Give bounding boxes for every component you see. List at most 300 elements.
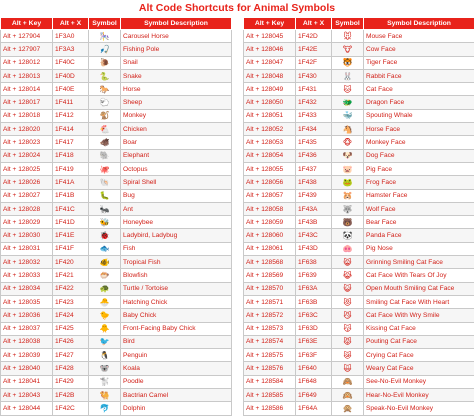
- right-table-body: [244, 30, 474, 416]
- hex-code-cell: 1F439: [296, 189, 332, 202]
- hex-code-cell: 1F649: [296, 389, 332, 402]
- header-description: Symbol Description: [364, 18, 474, 30]
- spouting-whale-icon: 🐳: [332, 109, 364, 122]
- symbol-description-cell: Monkey Face: [364, 136, 474, 149]
- cow-face-icon: 🐮: [332, 43, 364, 56]
- table-row: [1, 295, 232, 308]
- alt-code-cell: Alt + 128054: [244, 149, 296, 162]
- alt-code-cell: Alt + 128033: [1, 269, 53, 282]
- symbol-description-cell: Weary Cat Face: [364, 362, 474, 375]
- alt-code-cell: Alt + 128023: [1, 136, 53, 149]
- header-alt-key: Alt + Key: [244, 18, 296, 30]
- table-row: [1, 322, 232, 335]
- symbol-description-cell: Pouting Cat Face: [364, 335, 474, 348]
- hex-code-cell: 1F432: [296, 96, 332, 109]
- symbol-description-cell: Tiger Face: [364, 56, 474, 69]
- page-title: Alt Code Shortcuts for Animal Symbols: [0, 0, 474, 16]
- symbol-description-cell: Bactrian Camel: [121, 389, 232, 402]
- symbol-description-cell: Cat Face With Wry Smile: [364, 309, 474, 322]
- hex-code-cell: 1F412: [53, 109, 89, 122]
- symbol-description-cell: Monkey: [121, 109, 232, 122]
- hex-code-cell: 1F639: [296, 269, 332, 282]
- hex-code-cell: 1F42C: [53, 402, 89, 415]
- hex-code-cell: 1F3A3: [53, 43, 89, 56]
- table-row: [244, 322, 474, 335]
- symbol-description-cell: Cat Face With Tears Of Joy: [364, 269, 474, 282]
- symbol-description-cell: Snake: [121, 69, 232, 82]
- table-row: [244, 229, 474, 242]
- alt-code-cell: Alt + 128049: [244, 83, 296, 96]
- table-row: [1, 109, 232, 122]
- symbol-description-cell: Kissing Cat Face: [364, 322, 474, 335]
- alt-code-cell: Alt + 128051: [244, 109, 296, 122]
- hex-code-cell: 1F3A0: [53, 30, 89, 43]
- hex-code-cell: 1F419: [53, 162, 89, 175]
- ladybird-icon: 🐞: [89, 229, 121, 242]
- symbol-description-cell: Mouse Face: [364, 30, 474, 43]
- monkey-face-icon: 🐵: [332, 136, 364, 149]
- dragon-face-icon: 🐲: [332, 96, 364, 109]
- hex-code-cell: 1F430: [296, 69, 332, 82]
- table-row: [244, 335, 474, 348]
- symbol-description-cell: Fishing Pole: [121, 43, 232, 56]
- symbol-description-cell: Baby Chick: [121, 309, 232, 322]
- chicken-icon: 🐔: [89, 123, 121, 136]
- alt-code-cell: Alt + 128570: [244, 282, 296, 295]
- hex-code-cell: 1F41C: [53, 202, 89, 215]
- table-row: [1, 402, 232, 415]
- symbol-description-cell: Dolphin: [121, 402, 232, 415]
- hex-code-cell: 1F63A: [296, 282, 332, 295]
- table-row: [244, 389, 474, 402]
- symbol-description-cell: Open Mouth Smiling Cat Face: [364, 282, 474, 295]
- symbol-description-cell: Pig Face: [364, 162, 474, 175]
- alt-code-cell: Alt + 128031: [1, 242, 53, 255]
- panda-face-icon: 🐼: [332, 229, 364, 242]
- table-row: [1, 389, 232, 402]
- alt-code-cell: Alt + 128052: [244, 123, 296, 136]
- hex-code-cell: 1F41F: [53, 242, 89, 255]
- table-row: [244, 162, 474, 175]
- hex-code-cell: 1F414: [53, 123, 89, 136]
- symbol-description-cell: Snail: [121, 56, 232, 69]
- table-row: [244, 149, 474, 162]
- table-row: [244, 402, 474, 415]
- pouting-cat-face-icon: 😾: [332, 335, 364, 348]
- fishing-pole-icon: 🎣: [89, 43, 121, 56]
- hex-code-cell: 1F427: [53, 349, 89, 362]
- snail-icon: 🐌: [89, 56, 121, 69]
- table-row: [244, 269, 474, 282]
- alt-code-cell: Alt + 128048: [244, 69, 296, 82]
- header-alt-x: Alt + X: [53, 18, 89, 30]
- alt-code-cell: Alt + 128574: [244, 335, 296, 348]
- table-row: [244, 136, 474, 149]
- symbol-description-cell: Tropical Fish: [121, 256, 232, 269]
- symbol-description-cell: Crying Cat Face: [364, 349, 474, 362]
- table-row: [244, 69, 474, 82]
- poodle-icon: 🐩: [89, 375, 121, 388]
- symbol-description-cell: Dragon Face: [364, 96, 474, 109]
- penguin-icon: 🐧: [89, 349, 121, 362]
- table-row: [244, 83, 474, 96]
- table-row: [244, 309, 474, 322]
- alt-code-cell: Alt + 128586: [244, 402, 296, 415]
- open-mouth-cat-face-icon: 😺: [332, 282, 364, 295]
- symbol-description-cell: Hear-No-Evil Monkey: [364, 389, 474, 402]
- table-row: [1, 216, 232, 229]
- symbol-description-cell: Blowfish: [121, 269, 232, 282]
- symbol-description-cell: Bug: [121, 189, 232, 202]
- alt-code-cell: Alt + 128024: [1, 149, 53, 162]
- mouse-face-icon: 🐭: [332, 30, 364, 43]
- alt-code-cell: Alt + 128018: [1, 109, 53, 122]
- hex-code-cell: 1F43D: [296, 242, 332, 255]
- hex-code-cell: 1F42F: [296, 56, 332, 69]
- alt-code-cell: Alt + 128571: [244, 295, 296, 308]
- hex-code-cell: 1F411: [53, 96, 89, 109]
- wry-smile-cat-face-icon: 😼: [332, 309, 364, 322]
- symbol-description-cell: Sheep: [121, 96, 232, 109]
- symbol-description-cell: Koala: [121, 362, 232, 375]
- symbol-description-cell: Horse: [121, 83, 232, 96]
- front-facing-baby-chick-icon: 🐥: [89, 322, 121, 335]
- hex-code-cell: 1F41B: [53, 189, 89, 202]
- alt-code-cell: Alt + 128575: [244, 349, 296, 362]
- symbol-description-cell: See-No-Evil Monkey: [364, 375, 474, 388]
- table-row: [1, 269, 232, 282]
- hex-code-cell: 1F437: [296, 162, 332, 175]
- header-description: Symbol Description: [121, 18, 232, 30]
- symbol-description-cell: Elephant: [121, 149, 232, 162]
- table-row: [244, 362, 474, 375]
- cat-face-icon: 🐱: [332, 83, 364, 96]
- blowfish-icon: 🐡: [89, 269, 121, 282]
- symbol-description-cell: Chicken: [121, 123, 232, 136]
- crying-cat-face-icon: 😿: [332, 349, 364, 362]
- symbol-description-cell: Bear Face: [364, 216, 474, 229]
- tiger-face-icon: 🐯: [332, 56, 364, 69]
- alt-code-cell: Alt + 128041: [1, 375, 53, 388]
- symbol-description-cell: Cow Face: [364, 43, 474, 56]
- left-table-body: [1, 30, 232, 416]
- table-row: [1, 189, 232, 202]
- horse-face-icon: 🐴: [332, 123, 364, 136]
- table-header-row: [244, 18, 474, 30]
- symbol-description-cell: Spouting Whale: [364, 109, 474, 122]
- alt-code-cell: Alt + 128038: [1, 335, 53, 348]
- hex-code-cell: 1F422: [53, 282, 89, 295]
- cat-tears-of-joy-icon: 😹: [332, 269, 364, 282]
- symbol-description-cell: Honeybee: [121, 216, 232, 229]
- sheep-icon: 🐑: [89, 96, 121, 109]
- symbol-description-cell: Turtle / Tortoise: [121, 282, 232, 295]
- speak-no-evil-monkey-icon: 🙊: [332, 402, 364, 415]
- carousel-horse-icon: 🎠: [89, 30, 121, 43]
- table-row: [1, 56, 232, 69]
- bird-icon: 🐦: [89, 335, 121, 348]
- symbol-description-cell: Dog Face: [364, 149, 474, 162]
- hex-code-cell: 1F63F: [296, 349, 332, 362]
- symbol-description-cell: Ladybird, Ladybug: [121, 229, 232, 242]
- symbol-description-cell: Carousel Horse: [121, 30, 232, 43]
- alt-code-cell: Alt + 128055: [244, 162, 296, 175]
- hex-code-cell: 1F40C: [53, 56, 89, 69]
- table-header-row: [1, 18, 232, 30]
- table-row: [244, 43, 474, 56]
- right-symbol-table: [243, 17, 474, 416]
- symbol-description-cell: Smiling Cat Face With Heart: [364, 295, 474, 308]
- snake-icon: 🐍: [89, 69, 121, 82]
- hex-code-cell: 1F434: [296, 123, 332, 136]
- table-row: [1, 349, 232, 362]
- alt-code-cell: Alt + 128047: [244, 56, 296, 69]
- alt-code-cell: Alt + 128043: [1, 389, 53, 402]
- table-row: [1, 335, 232, 348]
- hex-code-cell: 1F425: [53, 322, 89, 335]
- alt-code-cell: Alt + 128029: [1, 216, 53, 229]
- hex-code-cell: 1F43A: [296, 202, 332, 215]
- table-row: [244, 56, 474, 69]
- symbol-description-cell: Boar: [121, 136, 232, 149]
- symbol-description-cell: Spiral Shell: [121, 176, 232, 189]
- header-alt-key: Alt + Key: [1, 18, 53, 30]
- hex-code-cell: 1F41E: [53, 229, 89, 242]
- hex-code-cell: 1F417: [53, 136, 89, 149]
- symbol-description-cell: Hamster Face: [364, 189, 474, 202]
- header-symbol: Symbol: [332, 18, 364, 30]
- table-row: [1, 176, 232, 189]
- table-row: [1, 162, 232, 175]
- alt-code-cell: Alt + 128014: [1, 83, 53, 96]
- hex-code-cell: 1F42B: [53, 389, 89, 402]
- frog-face-icon: 🐸: [332, 176, 364, 189]
- hex-code-cell: 1F429: [53, 375, 89, 388]
- honeybee-icon: 🐝: [89, 216, 121, 229]
- symbol-description-cell: Wolf Face: [364, 202, 474, 215]
- bactrian-camel-icon: 🐫: [89, 389, 121, 402]
- alt-code-cell: Alt + 128044: [1, 402, 53, 415]
- table-row: [244, 202, 474, 215]
- alt-code-cell: Alt + 128584: [244, 375, 296, 388]
- symbol-description-cell: Grinning Smiling Cat Face: [364, 256, 474, 269]
- alt-code-cell: Alt + 128061: [244, 242, 296, 255]
- tropical-fish-icon: 🐠: [89, 256, 121, 269]
- table-row: [244, 189, 474, 202]
- hex-code-cell: 1F424: [53, 309, 89, 322]
- alt-code-cell: Alt + 128569: [244, 269, 296, 282]
- header-alt-x: Alt + X: [296, 18, 332, 30]
- table-row: [244, 375, 474, 388]
- alt-code-cell: Alt + 128050: [244, 96, 296, 109]
- table-row: [244, 109, 474, 122]
- symbol-description-cell: Panda Face: [364, 229, 474, 242]
- alt-code-cell: Alt + 128053: [244, 136, 296, 149]
- table-row: [244, 176, 474, 189]
- alt-code-cell: Alt + 128585: [244, 389, 296, 402]
- alt-code-cell: Alt + 128020: [1, 123, 53, 136]
- symbol-description-cell: Penguin: [121, 349, 232, 362]
- table-row: [1, 123, 232, 136]
- alt-code-cell: Alt + 128034: [1, 282, 53, 295]
- hex-code-cell: 1F42D: [296, 30, 332, 43]
- table-row: [1, 375, 232, 388]
- symbol-description-cell: Speak-No-Evil Monkey: [364, 402, 474, 415]
- alt-code-cell: Alt + 128032: [1, 256, 53, 269]
- alt-code-cell: Alt + 127904: [1, 30, 53, 43]
- table-row: [1, 202, 232, 215]
- hex-code-cell: 1F638: [296, 256, 332, 269]
- pig-face-icon: 🐷: [332, 162, 364, 175]
- symbol-description-cell: Ant: [121, 202, 232, 215]
- table-row: [1, 282, 232, 295]
- hex-code-cell: 1F41D: [53, 216, 89, 229]
- table-row: [1, 43, 232, 56]
- alt-code-cell: Alt + 128058: [244, 202, 296, 215]
- table-row: [244, 30, 474, 43]
- alt-code-cell: Alt + 128025: [1, 162, 53, 175]
- table-row: [1, 229, 232, 242]
- hex-code-cell: 1F63B: [296, 295, 332, 308]
- symbol-description-cell: Rabbit Face: [364, 69, 474, 82]
- horse-icon: 🐎: [89, 83, 121, 96]
- alt-code-cell: Alt + 128060: [244, 229, 296, 242]
- alt-code-cell: Alt + 128057: [244, 189, 296, 202]
- table-row: [244, 295, 474, 308]
- kissing-cat-face-icon: 😽: [332, 322, 364, 335]
- hex-code-cell: 1F63D: [296, 322, 332, 335]
- table-row: [244, 282, 474, 295]
- elephant-icon: 🐘: [89, 149, 121, 162]
- hex-code-cell: 1F43B: [296, 216, 332, 229]
- dolphin-icon: 🐬: [89, 402, 121, 415]
- table-row: [244, 256, 474, 269]
- wolf-face-icon: 🐺: [332, 202, 364, 215]
- alt-code-cell: Alt + 128037: [1, 322, 53, 335]
- hex-code-cell: 1F435: [296, 136, 332, 149]
- hex-code-cell: 1F63E: [296, 335, 332, 348]
- boar-icon: 🐗: [89, 136, 121, 149]
- hex-code-cell: 1F43C: [296, 229, 332, 242]
- baby-chick-icon: 🐤: [89, 309, 121, 322]
- monkey-icon: 🐒: [89, 109, 121, 122]
- alt-code-cell: Alt + 128576: [244, 362, 296, 375]
- table-row: [1, 256, 232, 269]
- koala-icon: 🐨: [89, 362, 121, 375]
- table-row: [1, 96, 232, 109]
- table-row: [244, 216, 474, 229]
- pig-nose-icon: 🐽: [332, 242, 364, 255]
- alt-code-cell: Alt + 128012: [1, 56, 53, 69]
- table-row: [1, 309, 232, 322]
- table-row: [1, 69, 232, 82]
- symbol-description-cell: Cat Face: [364, 83, 474, 96]
- symbol-description-cell: Bird: [121, 335, 232, 348]
- symbol-description-cell: Horse Face: [364, 123, 474, 136]
- grinning-cat-face-icon: 😸: [332, 256, 364, 269]
- alt-code-cell: Alt + 128030: [1, 229, 53, 242]
- hex-code-cell: 1F640: [296, 362, 332, 375]
- hex-code-cell: 1F63C: [296, 309, 332, 322]
- alt-code-cell: Alt + 128045: [244, 30, 296, 43]
- alt-code-cell: Alt + 128013: [1, 69, 53, 82]
- table-row: [1, 242, 232, 255]
- hex-code-cell: 1F40D: [53, 69, 89, 82]
- alt-code-cell: Alt + 128568: [244, 256, 296, 269]
- alt-code-cell: Alt + 128056: [244, 176, 296, 189]
- alt-code-cell: Alt + 128026: [1, 176, 53, 189]
- hear-no-evil-monkey-icon: 🙉: [332, 389, 364, 402]
- table-row: [1, 30, 232, 43]
- fish-icon: 🐟: [89, 242, 121, 255]
- hex-code-cell: 1F438: [296, 176, 332, 189]
- heart-eyes-cat-face-icon: 😻: [332, 295, 364, 308]
- symbol-description-cell: Hatching Chick: [121, 295, 232, 308]
- hex-code-cell: 1F431: [296, 83, 332, 96]
- weary-cat-face-icon: 🙀: [332, 362, 364, 375]
- symbol-description-cell: Pig Nose: [364, 242, 474, 255]
- alt-code-cell: Alt + 128040: [1, 362, 53, 375]
- table-row: [244, 96, 474, 109]
- hex-code-cell: 1F40E: [53, 83, 89, 96]
- left-symbol-table: [0, 17, 232, 416]
- header-symbol: Symbol: [89, 18, 121, 30]
- symbol-description-cell: Frog Face: [364, 176, 474, 189]
- table-row: [244, 242, 474, 255]
- alt-code-cell: Alt + 127907: [1, 43, 53, 56]
- bear-face-icon: 🐻: [332, 216, 364, 229]
- hex-code-cell: 1F418: [53, 149, 89, 162]
- table-row: [1, 149, 232, 162]
- hex-code-cell: 1F428: [53, 362, 89, 375]
- alt-code-cell: Alt + 128035: [1, 295, 53, 308]
- symbol-description-cell: Octopus: [121, 162, 232, 175]
- symbol-description-cell: Front-Facing Baby Chick: [121, 322, 232, 335]
- alt-code-cell: Alt + 128028: [1, 202, 53, 215]
- see-no-evil-monkey-icon: 🙈: [332, 375, 364, 388]
- hamster-face-icon: 🐹: [332, 189, 364, 202]
- alt-code-cell: Alt + 128036: [1, 309, 53, 322]
- hex-code-cell: 1F426: [53, 335, 89, 348]
- turtle-icon: 🐢: [89, 282, 121, 295]
- table-row: [1, 136, 232, 149]
- spiral-shell-icon: 🐚: [89, 176, 121, 189]
- ant-icon: 🐜: [89, 202, 121, 215]
- bug-icon: 🐛: [89, 189, 121, 202]
- dog-face-icon: 🐶: [332, 149, 364, 162]
- rabbit-face-icon: 🐰: [332, 69, 364, 82]
- table-row: [1, 362, 232, 375]
- hex-code-cell: 1F420: [53, 256, 89, 269]
- hex-code-cell: 1F433: [296, 109, 332, 122]
- table-row: [1, 83, 232, 96]
- hex-code-cell: 1F436: [296, 149, 332, 162]
- table-row: [244, 349, 474, 362]
- hex-code-cell: 1F421: [53, 269, 89, 282]
- alt-code-cell: Alt + 128027: [1, 189, 53, 202]
- alt-code-cell: Alt + 128046: [244, 43, 296, 56]
- hex-code-cell: 1F41A: [53, 176, 89, 189]
- alt-code-cell: Alt + 128572: [244, 309, 296, 322]
- octopus-icon: 🐙: [89, 162, 121, 175]
- hex-code-cell: 1F42E: [296, 43, 332, 56]
- alt-code-cell: Alt + 128017: [1, 96, 53, 109]
- table-row: [244, 123, 474, 136]
- symbol-description-cell: Fish: [121, 242, 232, 255]
- hex-code-cell: 1F648: [296, 375, 332, 388]
- alt-code-cell: Alt + 128059: [244, 216, 296, 229]
- symbol-description-cell: Poodle: [121, 375, 232, 388]
